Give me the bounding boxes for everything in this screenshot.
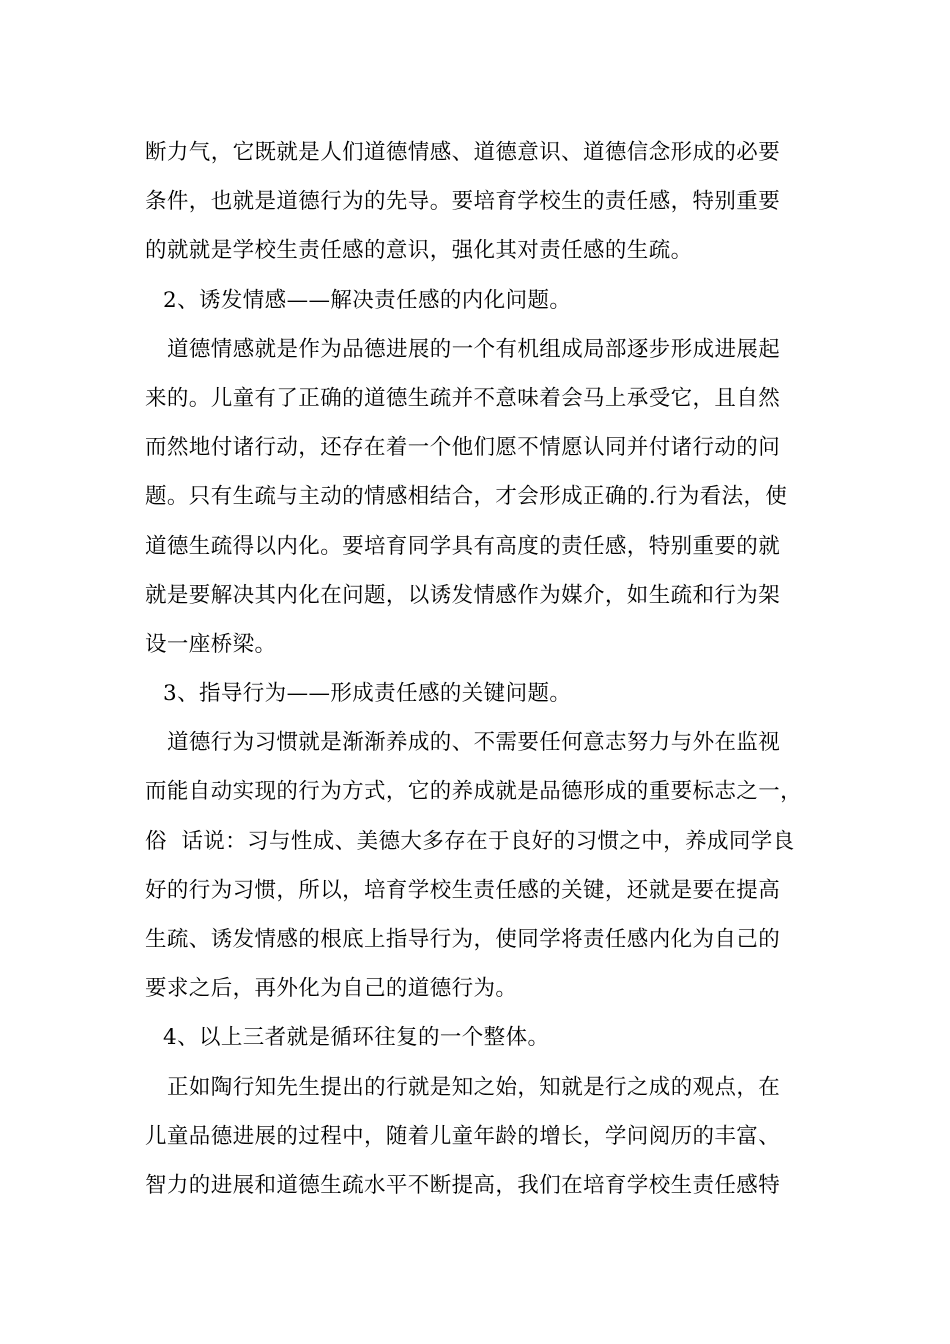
text-line: 而能自动实现的行为方式，它的养成就是品德形成的重要标志之一， [145,779,803,805]
text-line: 俗 话说：习与性成、美德大多存在于良好的习惯之中，养成同学良 [145,828,795,854]
text-line: 道德生疏得以内化。要培育同学具有高度的责任感，特别重要的就 [145,533,781,559]
text-line: 正如陶行知先生提出的行就是知之始，知就是行之成的观点，在 [167,1074,781,1100]
text-line: 儿童品德进展的过程中，随着儿童年龄的增长，学问阅历的丰富、 [145,1123,781,1149]
text-line: 断力气，它既就是人们道德情感、道德意识、道德信念形成的必要 [145,140,781,165]
text-line: 道德行为习惯就是渐渐养成的、不需要任何意志努力与外在监视 [167,730,781,756]
text-line: 就是要解决其内化在问题，以诱发情感作为媒介，如生疏和行为架 [145,582,781,608]
text-line: 的就就是学校生责任感的意识，强化其对责任感的生疏。 [145,238,693,264]
text-line: 而然地付诸行动，还存在着一个他们愿不情愿认同并付诸行动的问 [145,435,781,461]
text-line: 好的行为习惯，所以，培育学校生责任感的关键，还就是要在提高 [145,877,781,903]
section-heading: 2、诱发情感——解决责任感的内化问题。 [163,287,572,313]
section-heading: 3、指导行为——形成责任感的关键问题。 [163,681,572,707]
text-line: 智力的进展和道德生疏水平不断提高，我们在培育学校生责任感特 [145,1172,781,1198]
text-line: 设一座桥梁。 [145,631,277,657]
text-line: 生疏、诱发情感的根底上指导行为，使同学将责任感内化为自己的 [145,927,781,952]
text-line: 道德情感就是作为品德进展的一个有机组成局部逐步形成进展起 [167,336,781,362]
text-line: 要求之后，再外化为自己的道德行为。 [145,976,518,1002]
document-body [145,128,815,1210]
section-heading: 4、以上三者就是循环往复的一个整体。 [163,1025,550,1051]
text-line: 条件，也就是道德行为的先导。要培育学校生的责任感，特别重要 [145,189,781,215]
text-line: 来的。儿童有了正确的道德生疏并不意味着会马上承受它，且自然 [145,385,781,411]
text-line: 题。只有生疏与主动的情感相结合，才会形成正确的.行为看法，使 [145,484,788,510]
